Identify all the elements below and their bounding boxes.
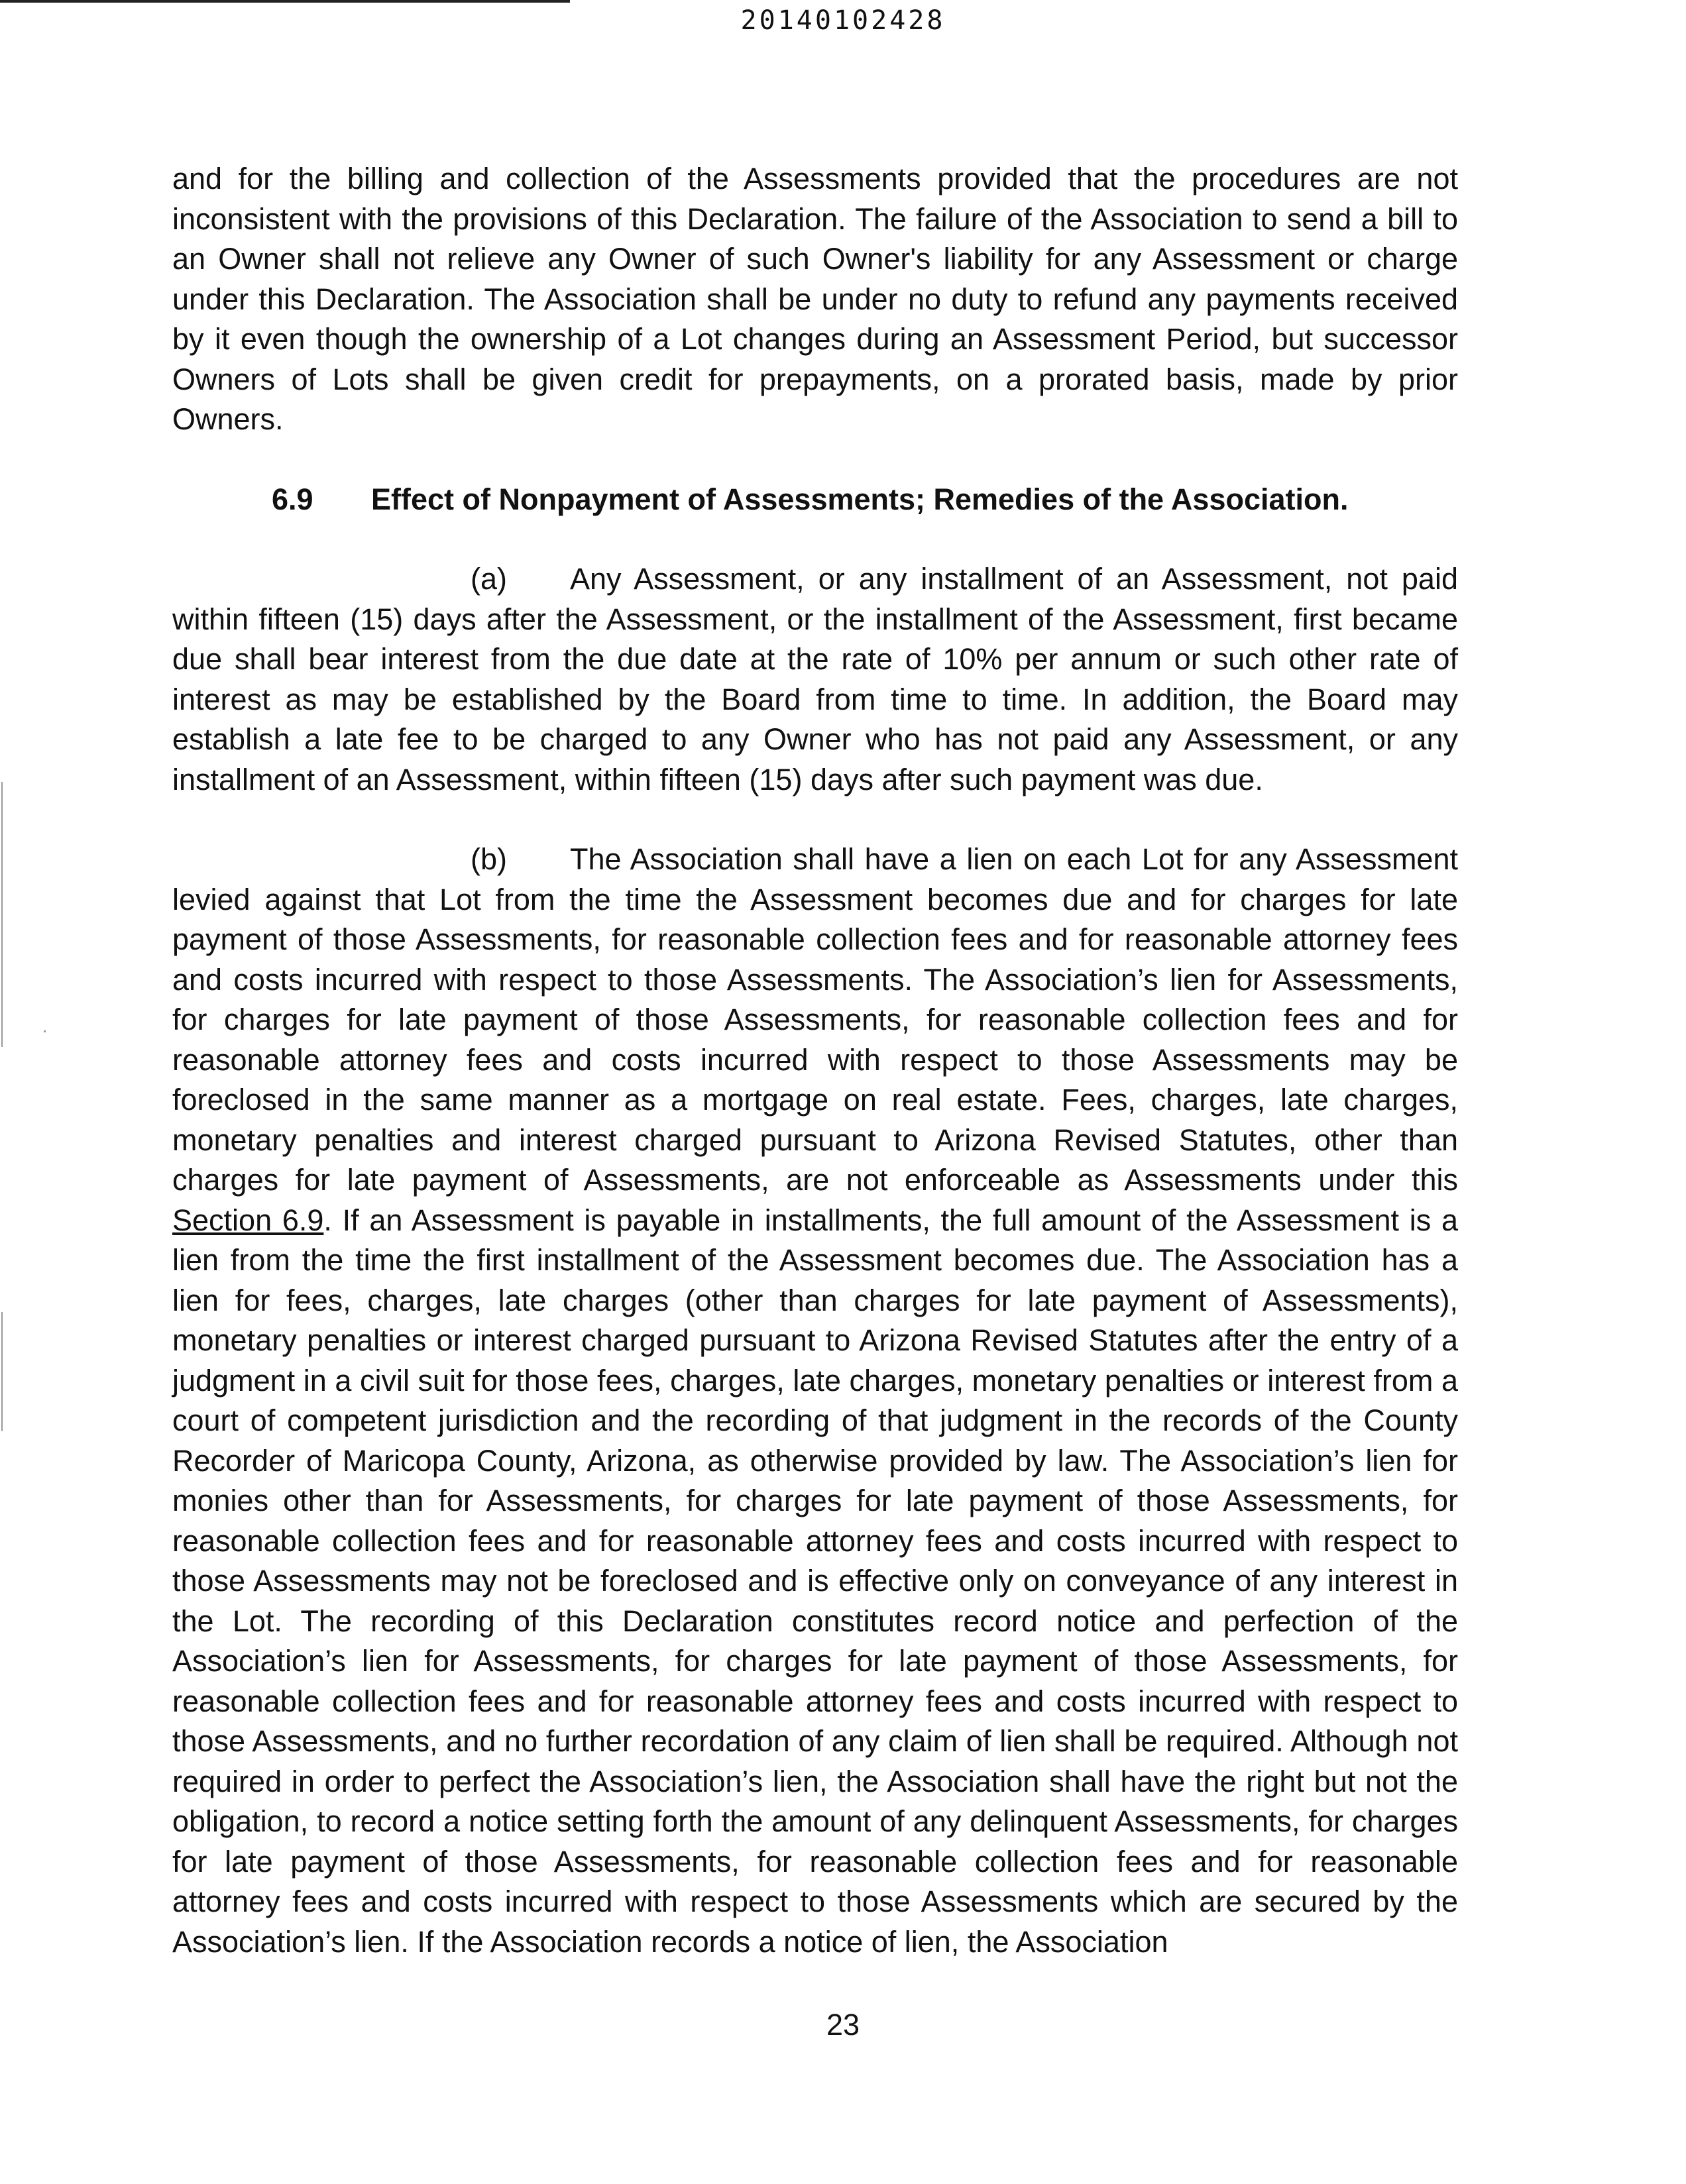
scan-margin-line: [1, 1312, 3, 1431]
subsection-a-text: Any Assessment, or any installment of an Assessment, not paid within fifteen (15) days after the Assessment, or the installment of the Assessment, first became due shall bear interest from the due date at the rate of 10% per annum or such other rate of interest as may be established by the Board from time to time. In addition, the Board may establish a late fee to be charged to any Owner who has not paid any Assessment, or any installment of an Assessment, within fifteen (15) days after such payment was due.: [172, 562, 1458, 796]
intro-paragraph: and for the billing and collection of the Assessments provided that the procedures are not inconsistent with the provisions of this Declaration. The failure of the Association to send a bill to an Owner shall not relieve any Owner of such Owner's liability for any Assessment or charge under this Declaration. The Association shall be under no duty to refund any payments received by it even though the ownership of a Lot changes during an Assessment Period, but successor Owners of Lots shall be given credit for prepayments, on a prorated basis, made by prior Owners.: [172, 162, 1458, 436]
scan-margin-line: [1, 782, 3, 1047]
subsection-b-label: (b): [471, 842, 507, 876]
page-number: 23: [826, 2008, 860, 2042]
section-heading: [172, 480, 1458, 520]
scan-speck: [44, 1030, 46, 1032]
section-number: 6.9: [272, 482, 313, 516]
subsection-b-text-part2: . If an Assessment is payable in installments, the full amount of the Assessment is a lien from the time the first installment of the Assessment becomes due. The Association has a lien for fees, charges, late charges (other than charges for late payment of Assessments), monetary penalties or interest charged pursuant to Arizona Revised Statutes after the entry of a judgment in a civil suit for those fees, charges, late charges, monetary penalties or interest from a court of competent jurisdiction and the recording of that judgment in the records of the County Recorder of Maricopa County, Arizona, as otherwise provided by law. The Association’s lien for monies other than for Assessments, for charges for late payment of those Assessments, for reasonable collection fees and for reasonable attorney fees and costs incurred with respect to those Assessments may not be foreclosed and is effective only on conveyance of any interest in the Lot. The recording of this Declaration constitutes record notice and perfection of the Association’s lien for Assessments, for charges for late payment of those Assessments, for reasonable collection fees and for reasonable attorney fees and costs incurred with respect to those Assessments, and no further recordation of any claim of lien shall be required. Although not required in order to perfect the Association’s lien, the Association shall have the right but not the obligation, to record a notice setting forth the amount of any delinquent Assessments, for charges for late payment of those Assessments, for reasonable collection fees and for reasonable attorney fees and costs incurred with respect to those Assessments which are secured by the Association’s lien. If the Association records a notice of lien, the Association: [172, 1203, 1458, 1959]
section-reference: Section 6.9: [172, 1203, 324, 1237]
subsection-a: [172, 559, 1458, 800]
subsection-b: [172, 840, 1458, 1962]
top-rule: [0, 0, 570, 3]
section-title: Effect of Nonpayment of Assessments; Remedies of the Association.: [371, 482, 1349, 516]
subsection-a-label: (a): [471, 562, 507, 596]
document-number: 20140102428: [740, 5, 946, 36]
subsection-b-text-part1: The Association shall have a lien on each Lot for any Assessment levied against that Lot from the time the Assessment becomes due and for charges for late payment of those Assessments, for reasonable collection fees and for reasonable attorney fees and costs incurred with respect to those Assessments. The Association’s lien for Assessments, for charges for late payment of those Assessments, for reasonable collection fees and for reasonable attorney fees and costs incurred with respect to those Assessments may be foreclosed in the same manner as a mortgage on real estate. Fees, charges, late charges, monetary penalties and interest charged pursuant to Arizona Revised Statutes, other than charges for late payment of Assessments, are not enforceable as Assessments under this: [172, 842, 1458, 1197]
document-body: [172, 159, 1458, 2002]
